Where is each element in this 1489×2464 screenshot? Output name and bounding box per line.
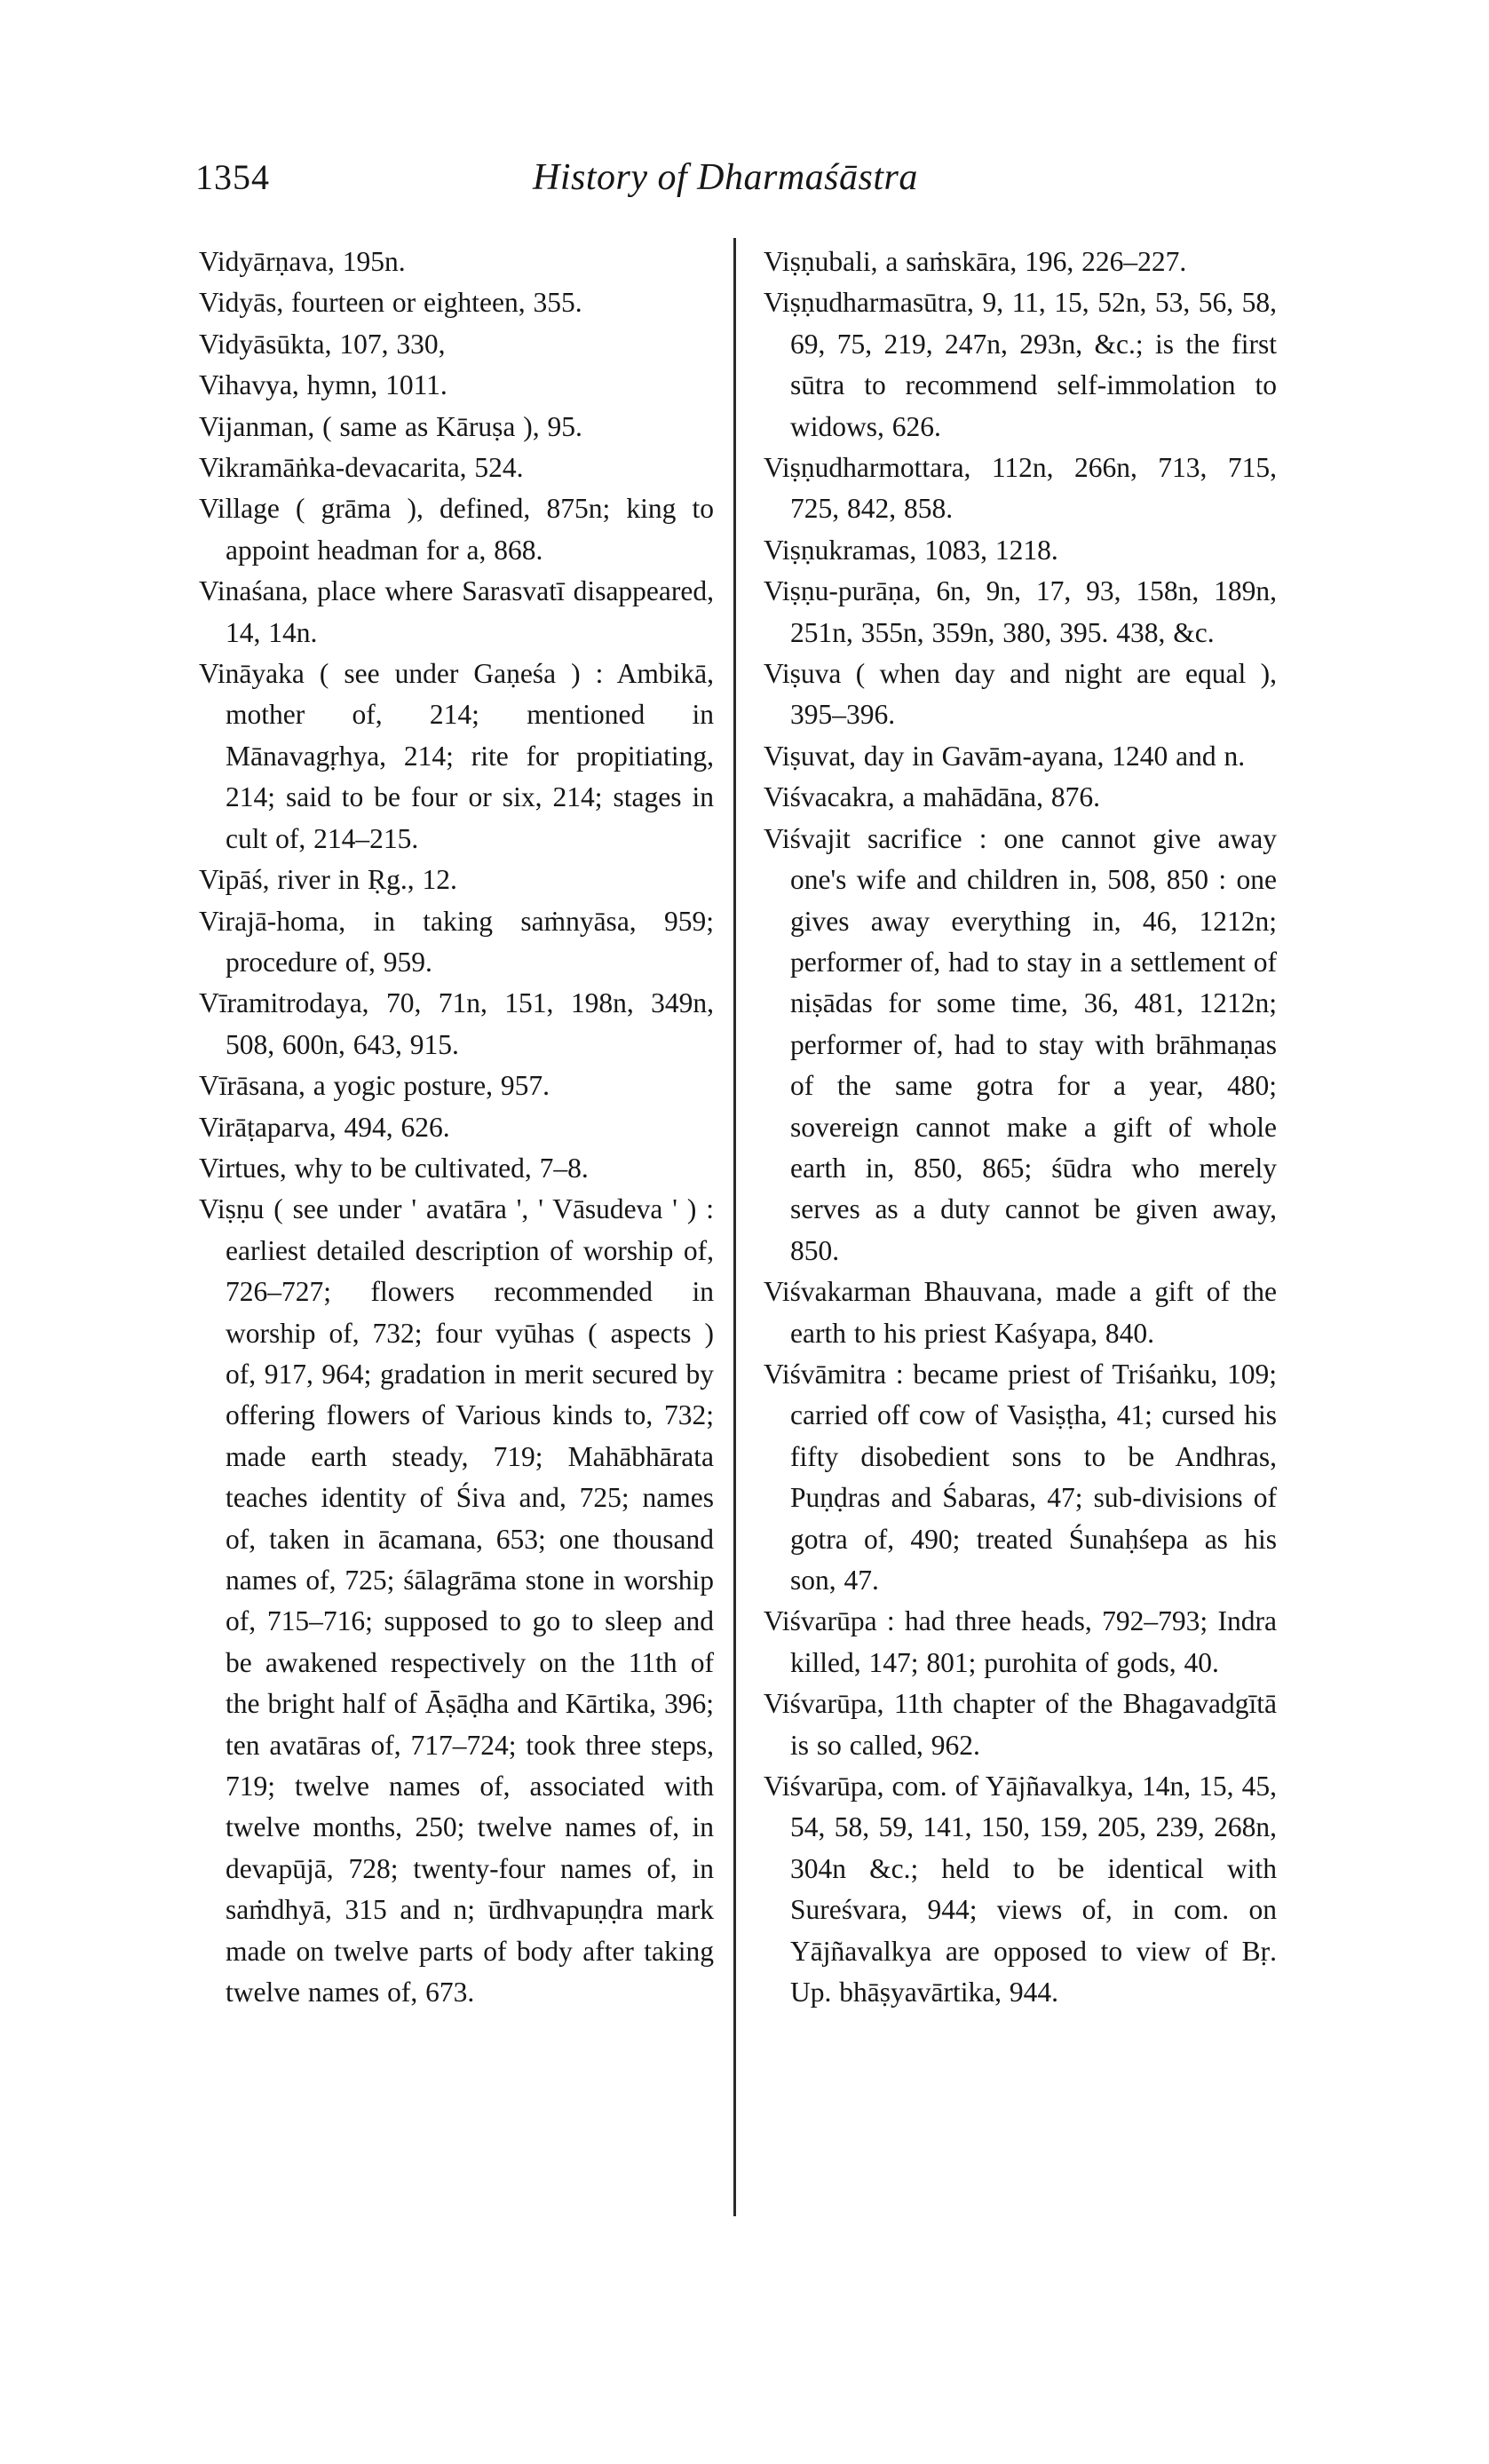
index-entry: Vīrāsana, a yogic posture, 957. — [199, 1070, 550, 1102]
index-entry: Vikramāṅka-devacarita, 524. — [199, 452, 524, 484]
index-entry: Vijanman, ( same as Kāruṣa ), 95. — [199, 410, 582, 442]
index-column-left — [199, 242, 714, 2013]
index-entry: Vināyaka ( see under Gaṇeśa ) : Ambikā, mother of, 214; mentioned in Mānavagṛhya, 214; rite for propitiating, 214; said to be four or six, 214; stages in cult of, 214–215. — [199, 658, 714, 854]
index-entry: Viṣṇubali, a saṁskāra, 196, 226–227. — [764, 246, 1187, 277]
index-entry: Viṣṇukramas, 1083, 1218. — [764, 534, 1058, 566]
index-entry: Viśvarūpa, 11th chapter of the Bhagavadgītā is so called, 962. — [764, 1688, 1277, 1761]
index-entry: Viṣuva ( when day and night are equal ), 395–396. — [764, 658, 1277, 731]
index-column-right — [764, 242, 1277, 2013]
index-entry: Viṣṇu ( see under ' avatāra ', ' Vāsudeva ' ) : earliest detailed description of worship of, 726–727; flowers recommended in worship of, 732; four vyūhas ( aspects ) of, 917, 964; gradation in merit secured by offering flowers of Various kinds to, 732; made earth steady, 719; Mahābhārata teaches identity of Śiva and, 725; names of, taken in ācamana, 653; one thousand names of, 725; śālagrāma stone in worship of, 715–716; supposed to go to sleep and be awakened respectively on the 11th of the bright half of Āṣāḍha and Kārtika, 396; ten avatāras of, 717–724; took three steps, 719; twelve names of, associated with twelve months, 250; twelve names of, in devapūjā, 728; twenty-four names of, in saṁdhyā, 315 and n; ūrdhvapuṇḍra mark made on twelve parts of body after taking twelve names of, 673. — [199, 1193, 714, 2008]
index-entry: Viśvajit sacrifice : one cannot give away one's wife and children in, 508, 850 : one gives away everything in, 46, 1212n; performer of, had to stay in a settlement of niṣādas for some time, 36, 481, 1212n; performer of, had to stay with brāhmaṇas of the same gotra for a year, 480; sovereign cannot make a gift of whole earth in, 850, 865; śūdra who merely serves as a duty cannot be given away, 850. — [764, 822, 1277, 1266]
index-entry: Vidyās, fourteen or eighteen, 355. — [199, 287, 582, 319]
index-entry: Viṣṇudharmottara, 112n, 266n, 713, 715, 725, 842, 858. — [764, 452, 1277, 525]
index-entry: Vipāś, river in Ṛg., 12. — [199, 864, 457, 896]
index-entry: Vinaśana, place where Sarasvatī disappeared, 14, 14n. — [199, 575, 714, 648]
index-entry: Viśvarūpa, com. of Yājñavalkya, 14n, 15, 45, 54, 58, 59, 141, 150, 159, 205, 239, 268n, 304n &c.; held to be identical with Sureśvara, 944; views of, in com. on Yājñavalkya are opposed to view of Bṛ. Up. bhāṣyavārtika, 944. — [764, 1771, 1277, 2008]
index-entry: Viṣuvat, day in Gavām-ayana, 1240 and n. — [764, 740, 1246, 772]
index-entry: Viśvarūpa : had three heads, 792–793; Indra killed, 147; 801; purohita of gods, 40. — [764, 1605, 1277, 1678]
index-entry: Vihavya, hymn, 1011. — [199, 369, 447, 401]
index-entry: Virtues, why to be cultivated, 7–8. — [199, 1152, 589, 1184]
index-entry: Vīramitrodaya, 70, 71n, 151, 198n, 349n, 508, 600n, 643, 915. — [199, 987, 714, 1060]
index-entry: Virāṭaparva, 494, 626. — [199, 1111, 450, 1143]
index-entry: Vidyārṇava, 195n. — [199, 246, 406, 277]
index-entry: Viṣṇudharmasūtra, 9, 11, 15, 52n, 53, 56, 58, 69, 75, 219, 247n, 293n, &c.; is the first sūtra to recommend self-immolation to widows, 626. — [764, 287, 1277, 442]
index-entry: Virajā-homa, in taking saṁnyāsa, 959; procedure of, 959. — [199, 905, 714, 978]
index-entry: Viśvakarman Bhauvana, made a gift of the earth to his priest Kaśyapa, 840. — [764, 1276, 1277, 1349]
index-entry: Viśvacakra, a mahādāna, 876. — [764, 781, 1100, 813]
running-title: History of Dharmaśāstra — [533, 157, 918, 198]
index-entry: Viśvāmitra : became priest of Triśaṅku, 109; carried off cow of Vasiṣṭha, 41; cursed his fifty disobedient sons to be Andhras, Puṇḍras and Śabaras, 47; sub-divisions of gotra of, 490; treated Śunaḥśepa as his son, 47. — [764, 1358, 1277, 1596]
page-number: 1354 — [195, 157, 270, 197]
index-entry: Village ( grāma ), defined, 875n; king to appoint headman for a, 868. — [199, 493, 714, 566]
index-entry: Vidyāsūkta, 107, 330, — [199, 328, 446, 360]
column-divider — [733, 238, 736, 2216]
index-entry: Viṣṇu-purāṇa, 6n, 9n, 17, 93, 158n, 189n, 251n, 355n, 359n, 380, 395. 438, &c. — [764, 575, 1277, 648]
